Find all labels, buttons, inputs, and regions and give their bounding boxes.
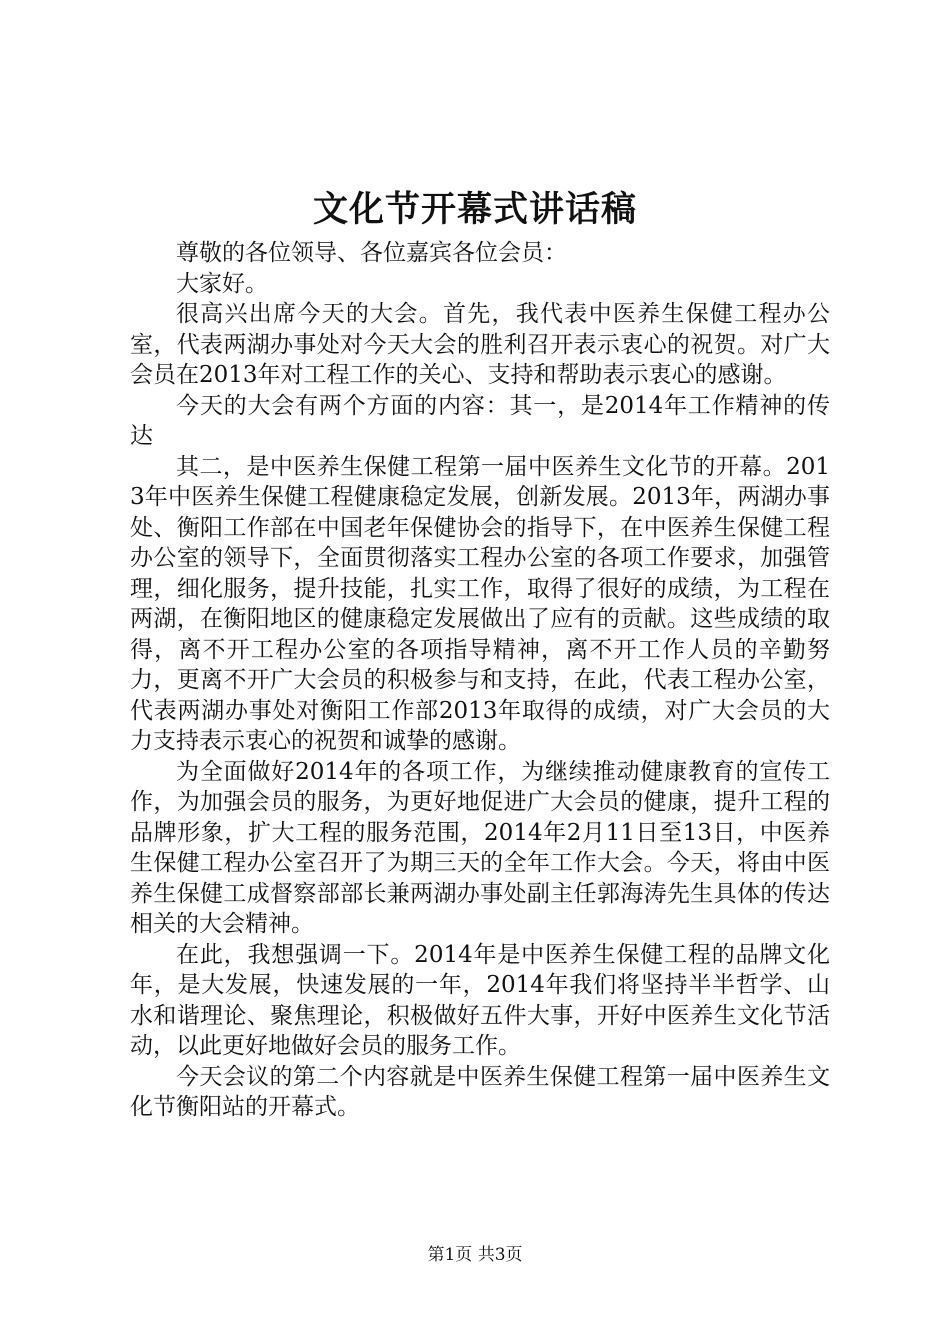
document-body: [130, 238, 830, 1123]
paragraph-achievements: 其二，是中医养生保健工程第一届中医养生文化节的开幕。2013年中医养生保健工程健康稳定发展，创新发展。2013年，两湖办事处、衡阳工作部在中国老年保健协会的指导下，在中医养生保健工程办公室的领导下，全面贯彻落实工程办公室的各项工作要求，加强管理，细化服务，提升技能，扎实工作，取得了很好的成绩，为工程在两湖，在衡阳地区的健康稳定发展做出了应有的贡献。这些成绩的取得，离不开工程办公室的各项指导精神，离不开工作人员的辛勤努力，更离不开广大会员的积极参与和支持，在此，代表工程办公室，代表两湖办事处对衡阳工作部2013年取得的成绩，对广大会员的大力支持表示衷心的祝贺和诚挚的感谢。: [130, 453, 830, 754]
paragraph-agenda: 今天的大会有两个方面的内容：其一，是2014年工作精神的传达: [130, 392, 830, 449]
paragraph-annual-meeting: 为全面做好2014年的各项工作，为继续推动健康教育的宣传工作，为加强会员的服务，为更好地促进广大会员的健康，提升工程的品牌形象，扩大工程的服务范围，2014年2月11日至13日，中医养生保健工程办公室召开了为期三天的全年工作大会。今天，将由中医养生保健工成督察部部长兼两湖办事处副主任郭海涛先生具体的传达相关的大会精神。: [130, 758, 830, 937]
paragraph-closing: 今天会议的第二个内容就是中医养生保健工程第一届中医养生文化节衡阳站的开幕式。: [130, 1063, 830, 1120]
page-number: 第1页 共3页: [427, 1245, 523, 1265]
paragraph-salutation: 尊敬的各位领导、各位嘉宾各位会员：: [176, 240, 567, 266]
paragraph-greeting: 大家好。: [176, 270, 268, 297]
document-title: 文化节开幕式讲话稿: [312, 189, 637, 230]
paragraph-opening: 很高兴出席今天的大会。首先，我代表中医养生保健工程办公室，代表两湖办事处对今天大会的胜利召开表示衷心的祝贺。对广大会员在2013年对工程工作的关心、支持和帮助表示衷心的感谢。: [130, 301, 830, 388]
paragraph-emphasis: 在此，我想强调一下。2014年是中医养生保健工程的品牌文化年，是大发展，快速发展的一年，2014年我们将坚持半半哲学、山水和谐理论、聚焦理论，积极做好五件大事，开好中医养生文化节活动，以此更好地做好会员的服务工作。: [130, 941, 830, 1059]
